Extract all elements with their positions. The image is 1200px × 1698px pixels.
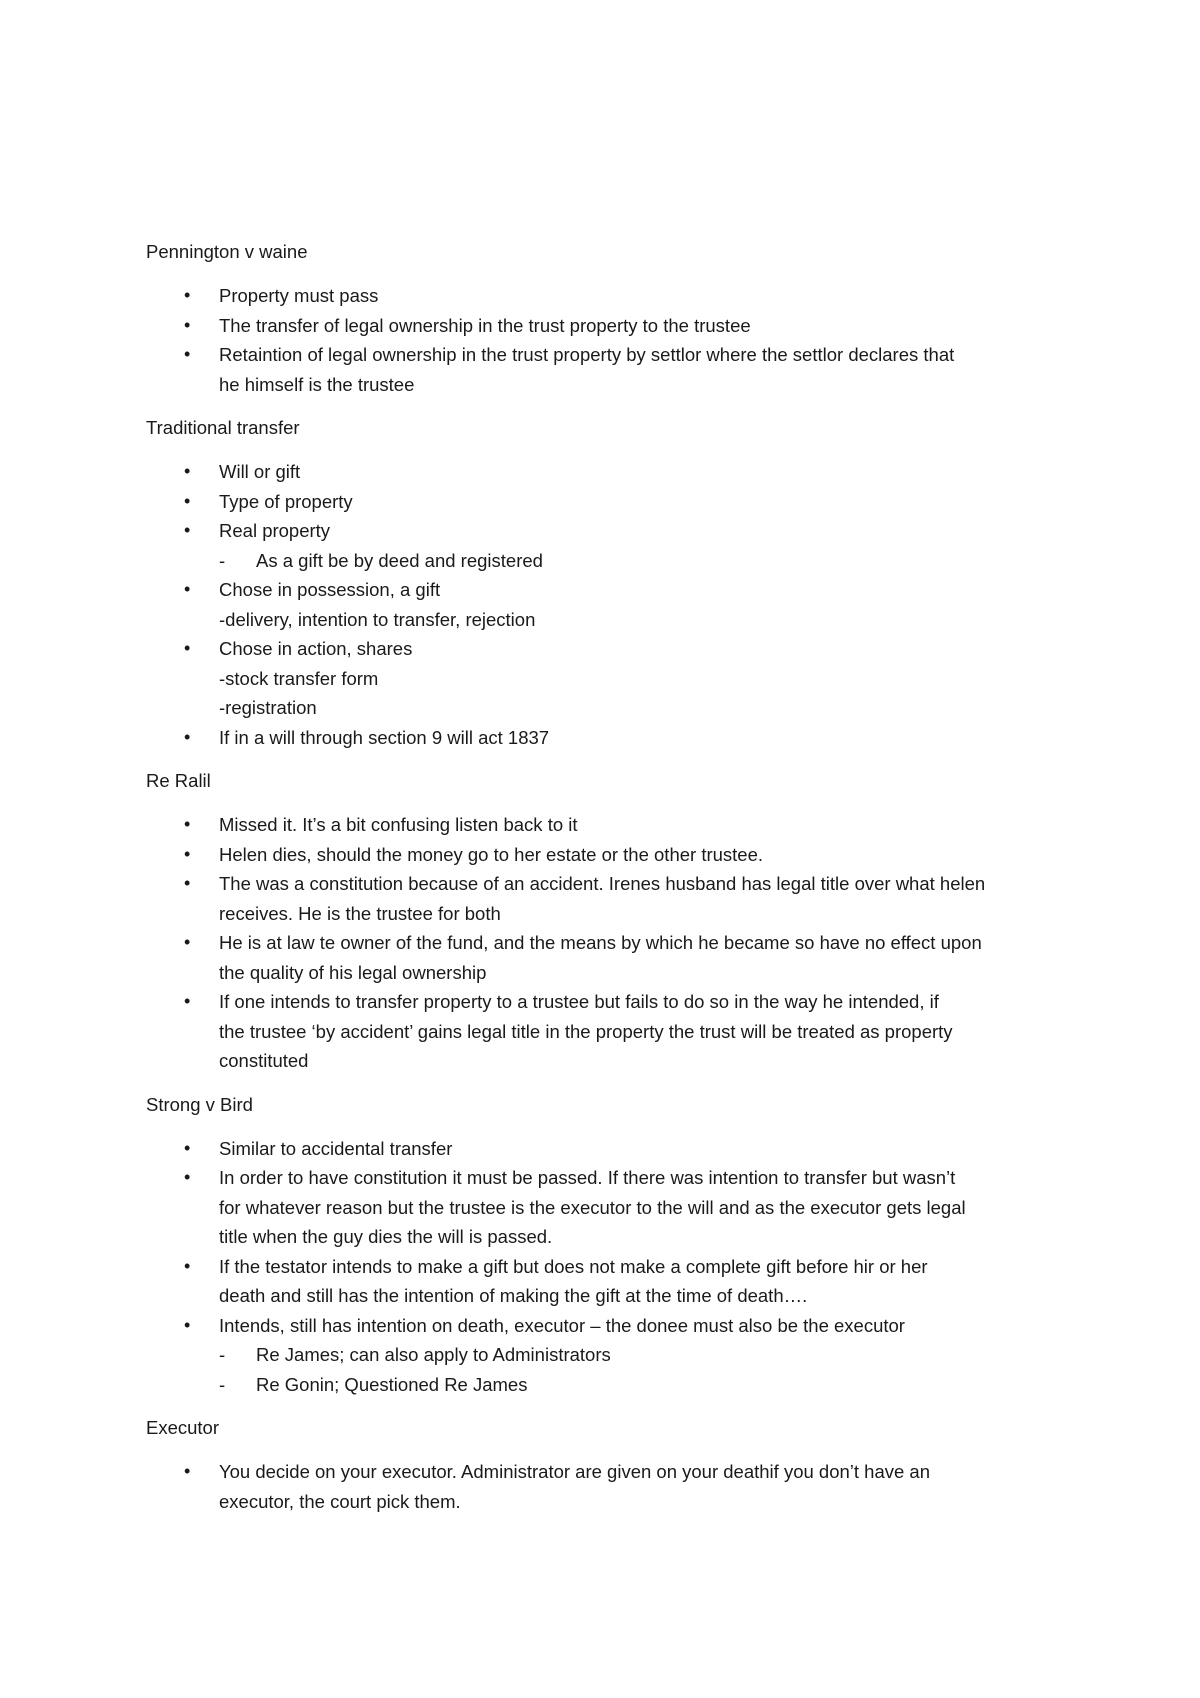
bullet-text-line: constituted bbox=[219, 1050, 309, 1071]
bullet-item bbox=[146, 457, 1076, 487]
bullet-list bbox=[146, 1457, 1076, 1516]
bullet-item bbox=[146, 928, 1076, 987]
bullet-item bbox=[146, 840, 1076, 870]
bullet-text-line: • Retaintion of legal ownership in the trust property by settlor where the settlor declares that bbox=[219, 344, 955, 365]
sub-item: - As a gift be by deed and registered bbox=[219, 546, 1076, 576]
bullet-item bbox=[146, 340, 1076, 399]
document-body bbox=[146, 237, 1076, 1530]
bullet-item bbox=[146, 1134, 1076, 1164]
section-traditional-transfer bbox=[146, 413, 1076, 752]
bullet-item bbox=[146, 575, 1076, 634]
section-heading: Executor bbox=[146, 1417, 220, 1438]
bullet-list bbox=[146, 810, 1076, 1076]
section-pennington-v-waine bbox=[146, 237, 1076, 399]
bullet-item bbox=[146, 723, 1076, 753]
bullet-item bbox=[146, 281, 1076, 311]
bullet-text-line: • If in a will through section 9 will act 1837 bbox=[219, 726, 550, 748]
bullet-item bbox=[146, 1163, 1076, 1252]
bullet-text-line: • You decide on your executor. Administrator are given on your deathif you don’t have an bbox=[219, 1461, 931, 1482]
bullet-text-line: the trustee ‘by accident’ gains legal title in the property the trust will be treated as property bbox=[219, 1020, 953, 1042]
sub-item: - Re Gonin; Questioned Re James bbox=[219, 1370, 1076, 1400]
bullet-text-line: • If the testator intends to make a gift but does not make a complete gift before hir or her bbox=[219, 1255, 928, 1277]
bullet-item bbox=[146, 869, 1076, 928]
bullet-item bbox=[146, 987, 1076, 1076]
bullet-item bbox=[146, 1252, 1076, 1311]
bullet-text-line: • In order to have constitution it must be passed. If there was intention to transfer but wasn’t bbox=[219, 1167, 956, 1188]
bullet-item bbox=[146, 1457, 1076, 1516]
bullet-text-line: • He is at law te owner of the fund, and the means by which he became so have no effect upon bbox=[219, 932, 982, 953]
bullet-text-line: • Intends, still has intention on death, executor – the donee must also be the executor bbox=[219, 1314, 905, 1336]
section-heading: Traditional transfer bbox=[146, 417, 300, 438]
bullet-item bbox=[146, 311, 1076, 341]
bullet-text-line: • Helen dies, should the money go to her estate or the other trustee. bbox=[219, 843, 764, 865]
bullet-text-line: • Chose in possession, a gift bbox=[219, 579, 441, 600]
bullet-text-line: receives. He is the trustee for both bbox=[219, 902, 501, 924]
bullet-text-line: • The was a constitution because of an accident. Irenes husband has legal title over what helen bbox=[219, 873, 986, 894]
bullet-text-line: title when the guy dies the will is passed. bbox=[219, 1226, 553, 1247]
sub-item: - Re James; can also apply to Administrators bbox=[219, 1340, 1076, 1370]
bullet-item bbox=[146, 1311, 1076, 1400]
bullet-text-line: • Will or gift bbox=[219, 461, 301, 482]
bullet-text-line: he himself is the trustee bbox=[219, 373, 415, 395]
section-heading: Pennington v waine bbox=[146, 241, 308, 262]
bullet-text-line: for whatever reason but the trustee is the executor to the will and as the executor gets legal bbox=[219, 1196, 966, 1218]
bullet-text-line: • Property must pass bbox=[219, 285, 379, 306]
bullet-text-line: executor, the court pick them. bbox=[219, 1490, 461, 1512]
bullet-text-line: • The transfer of legal ownership in the trust property to the trustee bbox=[219, 314, 751, 336]
section-re-ralil bbox=[146, 766, 1076, 1076]
bullet-text-line: • Chose in action, shares bbox=[219, 638, 413, 659]
bullet-list bbox=[146, 281, 1076, 399]
bullet-text-line: • Missed it. It’s a bit confusing listen back to it bbox=[219, 814, 578, 835]
bullet-text-line: -delivery, intention to transfer, rejection bbox=[219, 608, 536, 630]
bullet-text-line: • Similar to accidental transfer bbox=[219, 1137, 453, 1159]
bullet-text-line: • If one intends to transfer property to a trustee but fails to do so in the way he intended, if bbox=[219, 991, 939, 1012]
bullet-text-line: • Type of property bbox=[219, 490, 353, 512]
bullet-text-line: the quality of his legal ownership bbox=[219, 961, 487, 983]
bullet-item bbox=[146, 634, 1076, 723]
bullet-list bbox=[146, 457, 1076, 752]
bullet-text-line: -stock transfer form bbox=[219, 667, 379, 689]
bullet-text-line: death and still has the intention of making the gift at the time of death…. bbox=[219, 1285, 808, 1306]
bullet-text-line: -registration bbox=[219, 697, 317, 718]
section-heading: Re Ralil bbox=[146, 770, 211, 791]
bullet-text-line: • Real property bbox=[219, 520, 331, 541]
bullet-item bbox=[146, 487, 1076, 517]
section-strong-v-bird bbox=[146, 1090, 1076, 1400]
bullet-list bbox=[146, 1134, 1076, 1400]
section-executor bbox=[146, 1413, 1076, 1516]
sub-list bbox=[219, 546, 1076, 576]
section-heading: Strong v Bird bbox=[146, 1093, 253, 1115]
sub-list bbox=[219, 1340, 1076, 1399]
bullet-item bbox=[146, 516, 1076, 575]
bullet-item bbox=[146, 810, 1076, 840]
